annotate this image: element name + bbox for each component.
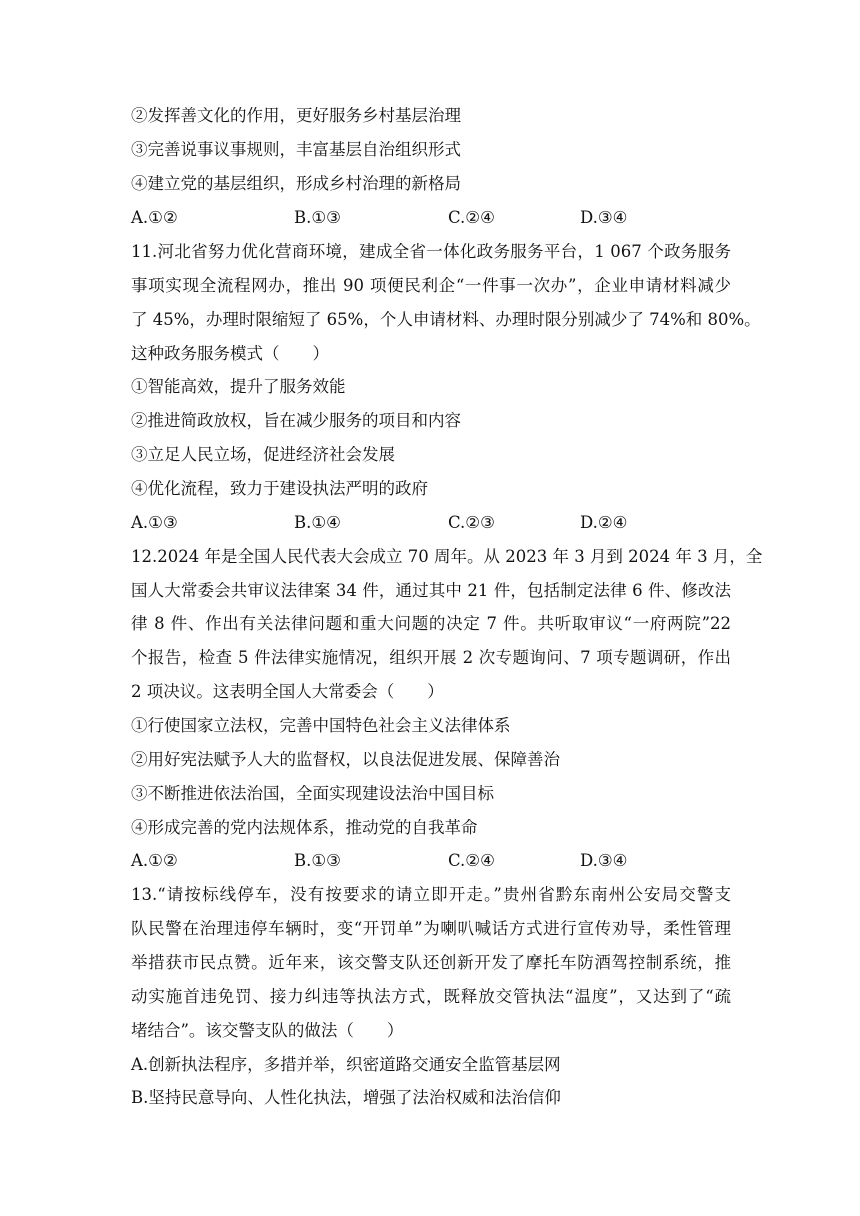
q12-item-1: ①行使国家立法权，完善中国特色社会主义法律体系 [131,716,511,735]
q11-item-1: ①智能高效，提升了服务效能 [131,377,346,396]
q10-item-2: ②发挥善文化的作用，更好服务乡村基层治理 [131,106,461,125]
q11-option-a[interactable]: A.①③ [131,513,178,532]
q13-stem-line-2: 队民警在治理违停车辆时，变“开罚单”为喇叭喊话方式进行宣传劝导，柔性管理 [131,919,731,938]
q12-stem-line-5: 2 项决议。这表明全国人大常委会（ ） [131,682,444,701]
q13-stem-line-5: 堵结合”。该交警支队的做法（ ） [131,1021,404,1040]
q13-stem-line-3: 举措获市民点赞。近年来，该交警支队还创新开发了摩托车防酒驾控制系统，推 [131,953,731,972]
q10-option-a[interactable]: A.①② [131,208,178,227]
q11-item-4: ④优化流程，致力于建设执法严明的政府 [131,479,428,498]
q10-option-b[interactable]: B.①③ [294,208,341,227]
q10-item-4: ④建立党的基层组织，形成乡村治理的新格局 [131,174,461,193]
q10-item-3: ③完善说事议事规则，丰富基层自治组织形式 [131,140,461,159]
q12-option-d[interactable]: D.③④ [580,851,628,870]
q10-option-d[interactable]: D.③④ [580,208,628,227]
q12-item-2: ②用好宪法赋予人大的监督权，以良法促进发展、保障善治 [131,750,560,769]
q12-option-c[interactable]: C.②④ [448,851,495,870]
q11-stem-line-1: 11.河北省努力优化营商环境，建成全省一体化政务服务平台，1 067 个政务服务 [131,242,731,261]
q12-stem-line-2: 国人大常委会共审议法律案 34 件，通过其中 21 件，包括制定法律 6 件、修改法 [131,581,731,600]
q13-stem-line-4: 动实施首违免罚、接力纠违等执法方式，既释放交管执法“温度”，又达到了“疏 [131,987,731,1006]
q12-stem-line-1: 12.2024 年是全国人民代表大会成立 70 周年。从 2023 年 3 月到 2024 年 3 月，全 [131,547,763,566]
q11-stem-line-3: 了 45%，办理时限缩短了 65%，个人申请材料、办理时限分别减少了 74%和 80%。 [131,310,761,329]
q11-stem-line-2: 事项实现全流程网办，推出 90 项便民利企“一件事一次办”，企业申请材料减少 [131,276,731,295]
q11-option-c[interactable]: C.②③ [448,513,495,532]
q12-option-a[interactable]: A.①② [131,851,178,870]
q11-item-3: ③立足人民立场，促进经济社会发展 [131,445,395,464]
q11-stem-line-4: 这种政务服务模式（ ） [131,344,329,363]
q12-item-4: ④形成完善的党内法规体系，推动党的自我革命 [131,818,478,837]
q12-stem-line-3: 律 8 件、作出有关法律问题和重大问题的决定 7 件。共听取审议“一府两院”22 [131,614,731,633]
q13-stem-line-1: 13.“请按标线停车，没有按要求的请立即开走。”贵州省黔东南州公安局交警支 [131,885,731,904]
q11-option-b[interactable]: B.①④ [294,513,341,532]
q11-option-d[interactable]: D.②④ [580,513,628,532]
q12-stem-line-4: 个报告，检查 5 件法律实施情况，组织开展 2 次专题询问、7 项专题调研，作出 [131,648,731,667]
q13-option-a[interactable]: A.创新执法程序，多措并举，织密道路交通安全监管基层网 [131,1055,561,1074]
q12-option-b[interactable]: B.①③ [294,851,341,870]
q12-item-3: ③不断推进依法治国，全面实现建设法治中国目标 [131,784,494,803]
q11-item-2: ②推进简政放权，旨在减少服务的项目和内容 [131,411,461,430]
q10-option-c[interactable]: C.②④ [448,208,495,227]
q13-option-b[interactable]: B.坚持民意导向、人性化执法，增强了法治权威和法治信仰 [131,1088,561,1107]
